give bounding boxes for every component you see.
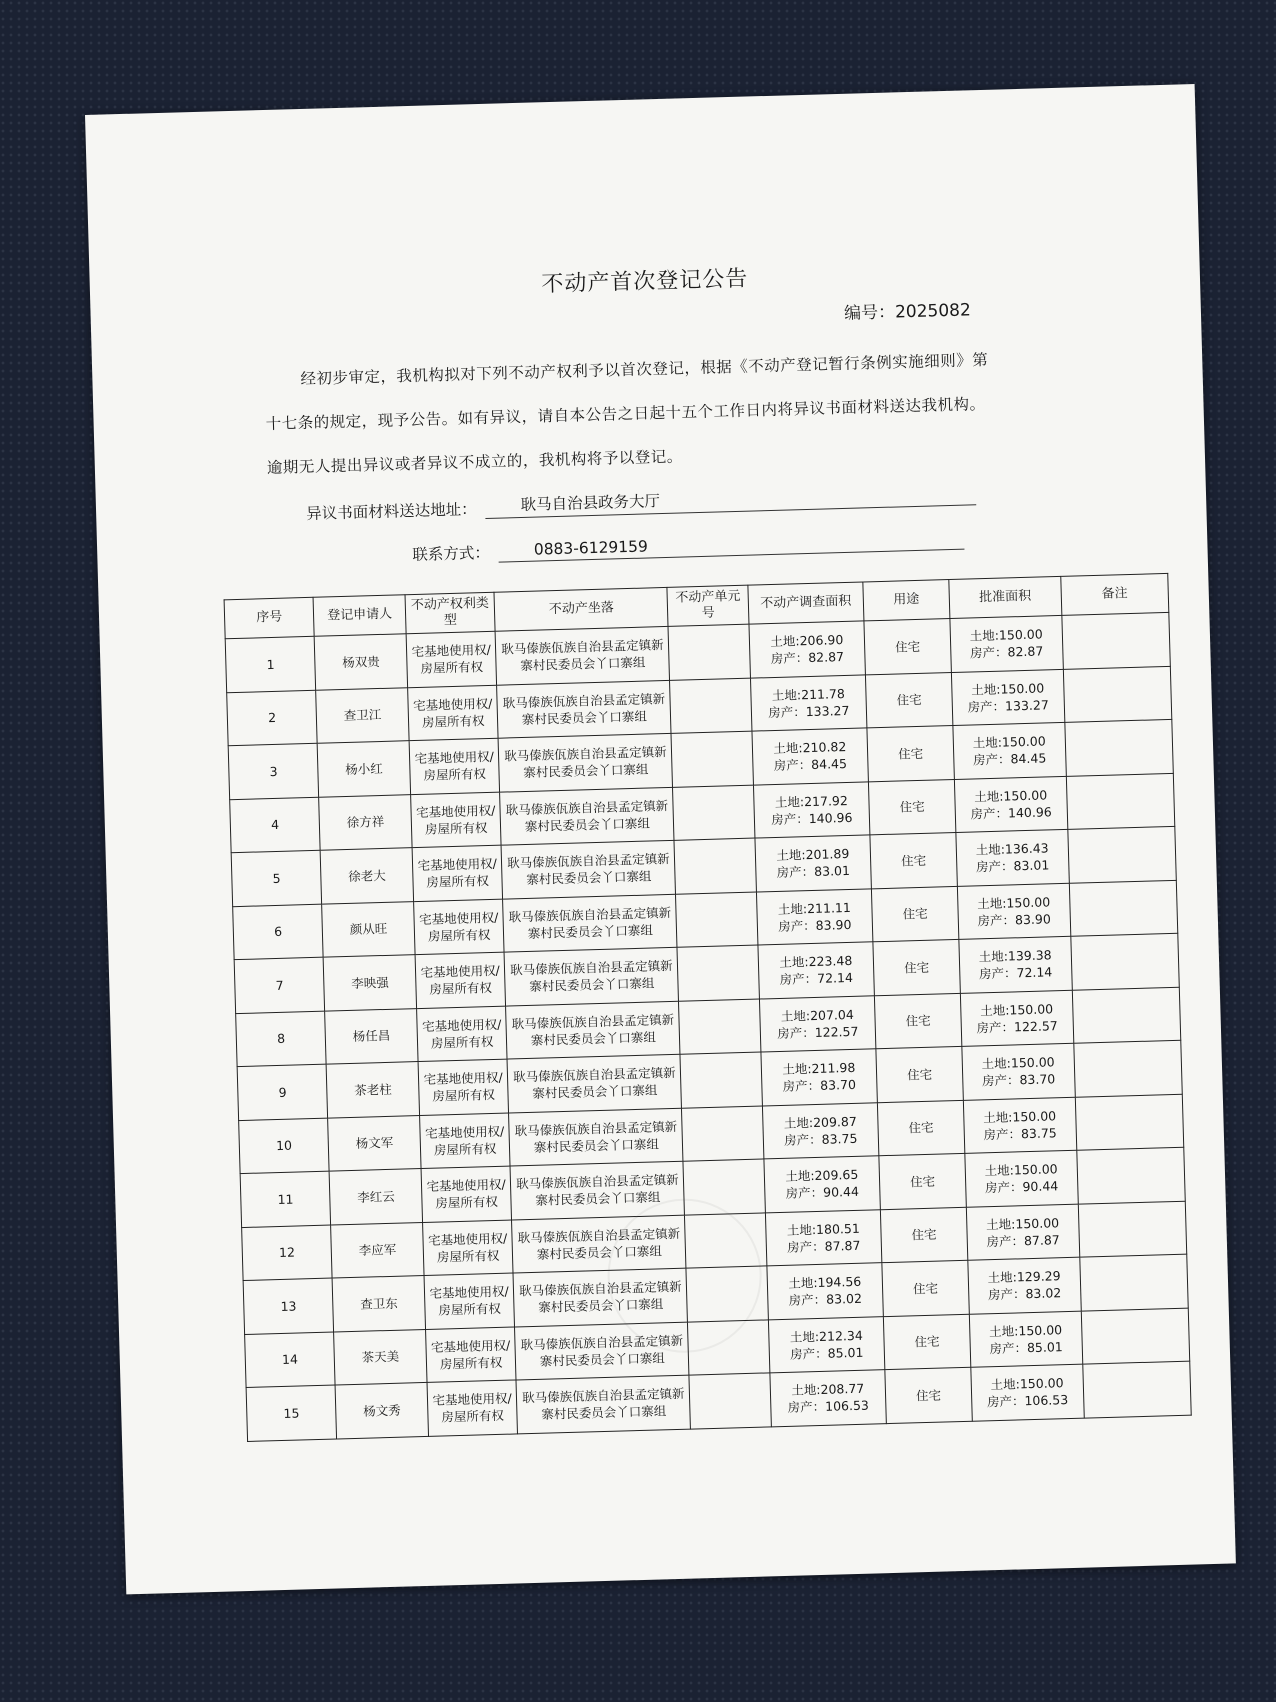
approved-house: 房产：87.87 [986, 1231, 1060, 1250]
cell-remark [1076, 1147, 1185, 1203]
header-remark: 备注 [1060, 573, 1168, 615]
cell-use: 住宅 [865, 672, 952, 728]
cell-unit-no [685, 1212, 767, 1268]
survey-land: 土地:201.89 [776, 846, 850, 864]
cell-survey-area [770, 1370, 887, 1427]
cell-survey-area [767, 1263, 884, 1320]
doc-number: 编号：2025082 [843, 300, 972, 324]
cell-unit-no [682, 1105, 764, 1161]
cell-approved-area [954, 776, 1067, 833]
cell-use: 住宅 [870, 832, 957, 888]
cell-survey-area [749, 621, 866, 678]
approved-house: 房产：83.90 [977, 911, 1051, 929]
survey-land: 土地:207.04 [780, 1006, 855, 1024]
approved-house: 房产：83.75 [983, 1125, 1057, 1143]
cell-survey-area [765, 1209, 882, 1266]
cell-location: 耿马傣族佤族自治县孟定镇新寨村民委员会丫口寨组 [513, 1268, 688, 1326]
approved-house: 房产：85.01 [989, 1338, 1063, 1356]
cell-right-type: 宅基地使用权/房屋所有权 [422, 1220, 513, 1276]
survey-house: 房产：83.70 [782, 1077, 857, 1095]
approved-house: 房产：83.02 [987, 1285, 1062, 1303]
cell-approved-area [963, 1097, 1076, 1154]
cell-right-type: 宅基地使用权/房屋所有权 [427, 1380, 518, 1436]
cell-unit-no [680, 1052, 762, 1108]
approved-house: 房产：140.96 [970, 804, 1052, 822]
cell-right-type: 宅基地使用权/房屋所有权 [424, 1273, 515, 1329]
approved-land: 土地:150.00 [974, 787, 1048, 805]
survey-house: 房产：85.01 [789, 1344, 864, 1362]
cell-use: 住宅 [871, 886, 958, 942]
survey-house: 房产：83.02 [788, 1291, 863, 1309]
cell-survey-area [768, 1316, 885, 1373]
cell-location: 耿马傣族佤族自治县孟定镇新寨村民委员会丫口寨组 [516, 1375, 691, 1433]
cell-right-type: 宅基地使用权/房屋所有权 [418, 1059, 509, 1115]
cell-applicant: 杨文秀 [335, 1382, 428, 1438]
approved-land: 土地:150.00 [979, 1001, 1054, 1019]
cell-use: 住宅 [883, 1314, 970, 1370]
cell-location: 耿马傣族佤族自治县孟定镇新寨村民委员会丫口寨组 [512, 1215, 687, 1273]
header-unit-no: 不动产单元号 [667, 585, 748, 626]
cell-seq: 10 [239, 1118, 330, 1174]
cell-approved-area [969, 1311, 1082, 1368]
cell-survey-area [750, 674, 867, 731]
survey-land: 土地:194.56 [788, 1274, 862, 1292]
survey-house: 房产：87.87 [786, 1237, 861, 1255]
header-location: 不动产坐落 [494, 587, 668, 631]
header-seq: 序号 [224, 597, 314, 638]
cell-approved-area [953, 722, 1066, 779]
cell-use: 住宅 [864, 619, 951, 675]
cell-unit-no [674, 838, 756, 894]
cell-applicant: 查卫江 [316, 687, 409, 743]
survey-land: 土地:223.48 [779, 953, 853, 971]
cell-applicant: 茶天美 [334, 1329, 427, 1385]
cell-remark [1063, 666, 1172, 722]
survey-land: 土地:208.77 [791, 1380, 865, 1399]
cell-right-type: 宅基地使用权/房屋所有权 [409, 738, 500, 794]
cell-approved-area [951, 669, 1064, 726]
cell-approved-area [965, 1150, 1078, 1207]
cell-use: 住宅 [873, 939, 960, 995]
cell-unit-no [676, 892, 758, 948]
approved-house: 房产：90.44 [984, 1178, 1059, 1196]
cell-survey-area [756, 888, 873, 945]
cell-remark [1079, 1254, 1188, 1310]
cell-location: 耿马傣族佤族自治县孟定镇新寨村民委员会丫口寨组 [501, 840, 676, 898]
cell-location: 耿马傣族佤族自治县孟定镇新寨村民委员会丫口寨组 [498, 733, 673, 791]
cell-unit-no [668, 624, 750, 680]
cell-use: 住宅 [874, 993, 961, 1049]
cell-seq: 8 [236, 1011, 327, 1067]
cell-survey-area [753, 781, 870, 838]
survey-house: 房产：133.27 [768, 702, 850, 720]
header-applicant: 登记申请人 [313, 595, 406, 637]
cell-approved-area [956, 829, 1069, 886]
cell-remark [1075, 1094, 1184, 1150]
survey-house: 房产：82.87 [770, 649, 845, 667]
cell-applicant: 李红云 [329, 1169, 422, 1225]
cell-unit-no [671, 731, 753, 787]
cell-remark [1072, 987, 1181, 1043]
cell-approved-area [962, 1043, 1075, 1100]
approved-land: 土地:150.00 [972, 733, 1046, 751]
approved-land: 土地:150.00 [977, 894, 1051, 912]
approved-house: 房产：133.27 [967, 697, 1049, 715]
cell-location: 耿马傣族佤族自治县孟定镇新寨村民委员会丫口寨组 [515, 1322, 690, 1380]
cell-right-type: 宅基地使用权/房屋所有权 [414, 899, 505, 955]
cell-applicant: 杨任昌 [325, 1008, 418, 1064]
cell-use: 住宅 [882, 1260, 969, 1316]
cell-location: 耿马傣族佤族自治县孟定镇新寨村民委员会丫口寨组 [510, 1161, 685, 1219]
survey-house: 房产：83.90 [777, 916, 852, 934]
survey-land: 土地:209.87 [783, 1113, 857, 1131]
cell-survey-area [764, 1156, 881, 1213]
cell-right-type: 宅基地使用权/房屋所有权 [415, 952, 506, 1008]
cell-survey-area [755, 835, 872, 892]
cell-seq: 12 [242, 1225, 333, 1281]
cell-applicant: 徐老大 [320, 848, 413, 904]
approved-land: 土地:139.38 [978, 947, 1052, 965]
survey-house: 房产：72.14 [779, 970, 854, 988]
survey-house: 房产：140.96 [771, 809, 853, 827]
cell-location: 耿马傣族佤族自治县孟定镇新寨村民委员会丫口寨组 [507, 1054, 682, 1112]
approved-land: 土地:150.00 [990, 1375, 1064, 1393]
cell-right-type: 宅基地使用权/房屋所有权 [425, 1326, 516, 1382]
approved-land: 土地:136.43 [975, 840, 1049, 858]
cell-seq: 15 [246, 1385, 337, 1441]
cell-survey-area [759, 995, 876, 1052]
cell-applicant: 杨小红 [317, 741, 410, 797]
approved-house: 房产：83.01 [975, 857, 1050, 875]
survey-land: 土地:209.65 [785, 1167, 859, 1185]
cell-survey-area [762, 1102, 879, 1159]
cell-use: 住宅 [880, 1207, 967, 1263]
notice-title: 不动产首次登记公告 [541, 266, 749, 298]
approved-land: 土地:150.00 [985, 1214, 1060, 1233]
cell-survey-area [758, 942, 875, 999]
cell-use: 住宅 [868, 779, 955, 835]
survey-house: 房产：106.53 [787, 1397, 870, 1416]
cell-applicant: 杨双贵 [315, 634, 408, 690]
cell-approved-area [960, 990, 1073, 1047]
cell-unit-no [688, 1319, 770, 1375]
approved-land: 土地:150.00 [982, 1108, 1057, 1126]
cell-applicant: 徐方祥 [319, 794, 412, 850]
cell-remark [1078, 1201, 1187, 1257]
cell-seq: 3 [228, 743, 319, 799]
cell-seq: 14 [245, 1332, 336, 1388]
notice-paper [85, 84, 1236, 1594]
address-label: 异议书面材料送达地址： [305, 500, 477, 523]
cell-location: 耿马傣族佤族自治县孟定镇新寨村民委员会丫口寨组 [503, 894, 678, 952]
address-value: 耿马自治县政务大厅 [484, 480, 976, 519]
cell-applicant: 查卫东 [332, 1275, 425, 1331]
approved-land: 土地:150.00 [984, 1161, 1058, 1179]
cell-unit-no [689, 1373, 771, 1429]
cell-remark [1068, 826, 1177, 882]
approved-land: 土地:150.00 [969, 626, 1043, 644]
cell-unit-no [679, 999, 761, 1055]
cell-location: 耿马傣族佤族自治县孟定镇新寨村民委员会丫口寨组 [509, 1108, 684, 1166]
cell-applicant: 茶老柱 [326, 1062, 419, 1118]
address-field [306, 480, 976, 524]
cell-unit-no [683, 1159, 765, 1215]
cell-use: 住宅 [885, 1367, 972, 1423]
header-use: 用途 [863, 580, 950, 621]
cell-seq: 1 [225, 636, 316, 692]
cell-use: 住宅 [876, 1046, 963, 1102]
cell-approved-area [968, 1257, 1081, 1314]
cell-seq: 5 [231, 850, 322, 906]
cell-survey-area [761, 1049, 878, 1106]
cell-unit-no [677, 945, 759, 1001]
cell-location: 耿马傣族佤族自治县孟定镇新寨村民委员会丫口寨组 [500, 787, 675, 845]
approved-house: 房产：72.14 [978, 964, 1053, 982]
cell-seq: 7 [234, 957, 325, 1013]
notice-body: 经初步审定，我机构拟对下列不动产权利予以首次登记，根据《不动产登记暂行条例实施细则》第十七条的规定，现予公告。如有异议，请自本公告之日起十五个工作日内将异议书面材料送达我机构。逾期无人提出异议或者异议不成立的，我机构将予以登记。 [265, 350, 989, 478]
cell-remark [1065, 719, 1174, 775]
survey-house: 房产：122.57 [776, 1023, 859, 1041]
cell-approved-area [959, 936, 1072, 993]
header-right-type: 不动产权利类型 [405, 592, 495, 633]
survey-land: 土地:212.34 [789, 1327, 863, 1345]
cell-use: 住宅 [879, 1153, 966, 1209]
cell-seq: 6 [233, 904, 324, 960]
cell-seq: 11 [240, 1171, 331, 1227]
cell-unit-no [686, 1266, 768, 1322]
approved-land: 土地:150.00 [971, 680, 1045, 698]
survey-house: 房产：83.01 [776, 863, 851, 881]
approved-land: 土地:150.00 [988, 1321, 1063, 1339]
survey-land: 土地:217.92 [774, 792, 849, 810]
survey-house: 房产：84.45 [773, 756, 848, 774]
cell-approved-area [971, 1364, 1084, 1421]
cell-seq: 9 [237, 1064, 328, 1120]
contact-field [412, 528, 964, 565]
cell-survey-area [752, 728, 869, 785]
survey-land: 土地:211.11 [777, 899, 852, 917]
cell-seq: 2 [227, 690, 318, 746]
cell-location: 耿马傣族佤族自治县孟定镇新寨村民委员会丫口寨组 [497, 680, 672, 738]
survey-land: 土地:180.51 [786, 1220, 860, 1238]
approved-house: 房产：83.70 [981, 1071, 1056, 1089]
cell-right-type: 宅基地使用权/房屋所有权 [421, 1166, 512, 1222]
approved-land: 土地:129.29 [987, 1268, 1061, 1286]
survey-land: 土地:211.78 [771, 685, 846, 703]
approved-land: 土地:150.00 [981, 1054, 1055, 1072]
cell-remark [1066, 773, 1175, 829]
approved-house: 房产：122.57 [976, 1017, 1058, 1036]
header-survey-area: 不动产调查面积 [748, 582, 864, 624]
cell-right-type: 宅基地使用权/房屋所有权 [412, 845, 503, 901]
cell-remark [1070, 933, 1179, 989]
cell-remark [1069, 880, 1178, 936]
cell-approved-area [957, 883, 1070, 940]
approved-house: 房产：106.53 [986, 1392, 1069, 1410]
cell-remark [1081, 1308, 1190, 1364]
cell-seq: 13 [243, 1278, 334, 1334]
cell-applicant: 李应军 [331, 1222, 424, 1278]
cell-seq: 4 [230, 797, 321, 853]
cell-remark [1073, 1040, 1182, 1096]
cell-use: 住宅 [877, 1100, 964, 1156]
cell-approved-area [950, 615, 1063, 672]
cell-location: 耿马傣族佤族自治县孟定镇新寨村民委员会丫口寨组 [506, 1001, 681, 1059]
cell-use: 住宅 [867, 726, 954, 782]
cell-remark [1062, 612, 1171, 668]
survey-house: 房产：90.44 [785, 1184, 860, 1202]
cell-right-type: 宅基地使用权/房屋所有权 [417, 1006, 508, 1062]
cell-remark [1082, 1361, 1191, 1417]
cell-location: 耿马傣族佤族自治县孟定镇新寨村民委员会丫口寨组 [504, 947, 679, 1005]
survey-land: 土地:211.98 [782, 1060, 856, 1078]
cell-approved-area [966, 1204, 1079, 1261]
cell-unit-no [670, 678, 752, 734]
cell-right-type: 宅基地使用权/房屋所有权 [408, 685, 499, 741]
cell-applicant: 颜从旺 [322, 901, 415, 957]
approved-house: 房产：82.87 [969, 643, 1044, 661]
registration-table [224, 573, 1192, 1442]
cell-right-type: 宅基地使用权/房屋所有权 [406, 631, 497, 687]
approved-house: 房产：84.45 [972, 750, 1047, 768]
cell-applicant: 杨文军 [328, 1115, 421, 1171]
survey-land: 土地:210.82 [773, 739, 847, 757]
survey-house: 房产：83.75 [783, 1130, 858, 1148]
survey-land: 土地:206.90 [770, 632, 844, 650]
cell-right-type: 宅基地使用权/房屋所有权 [420, 1113, 511, 1169]
contact-label: 联系方式： [412, 543, 491, 565]
cell-location: 耿马傣族佤族自治县孟定镇新寨村民委员会丫口寨组 [495, 626, 670, 684]
cell-unit-no [673, 785, 755, 841]
cell-applicant: 李映强 [323, 955, 416, 1011]
cell-right-type: 宅基地使用权/房屋所有权 [411, 792, 502, 848]
contact-value: 0883-6129159 [498, 529, 964, 563]
header-approved-area: 批准面积 [949, 576, 1062, 618]
